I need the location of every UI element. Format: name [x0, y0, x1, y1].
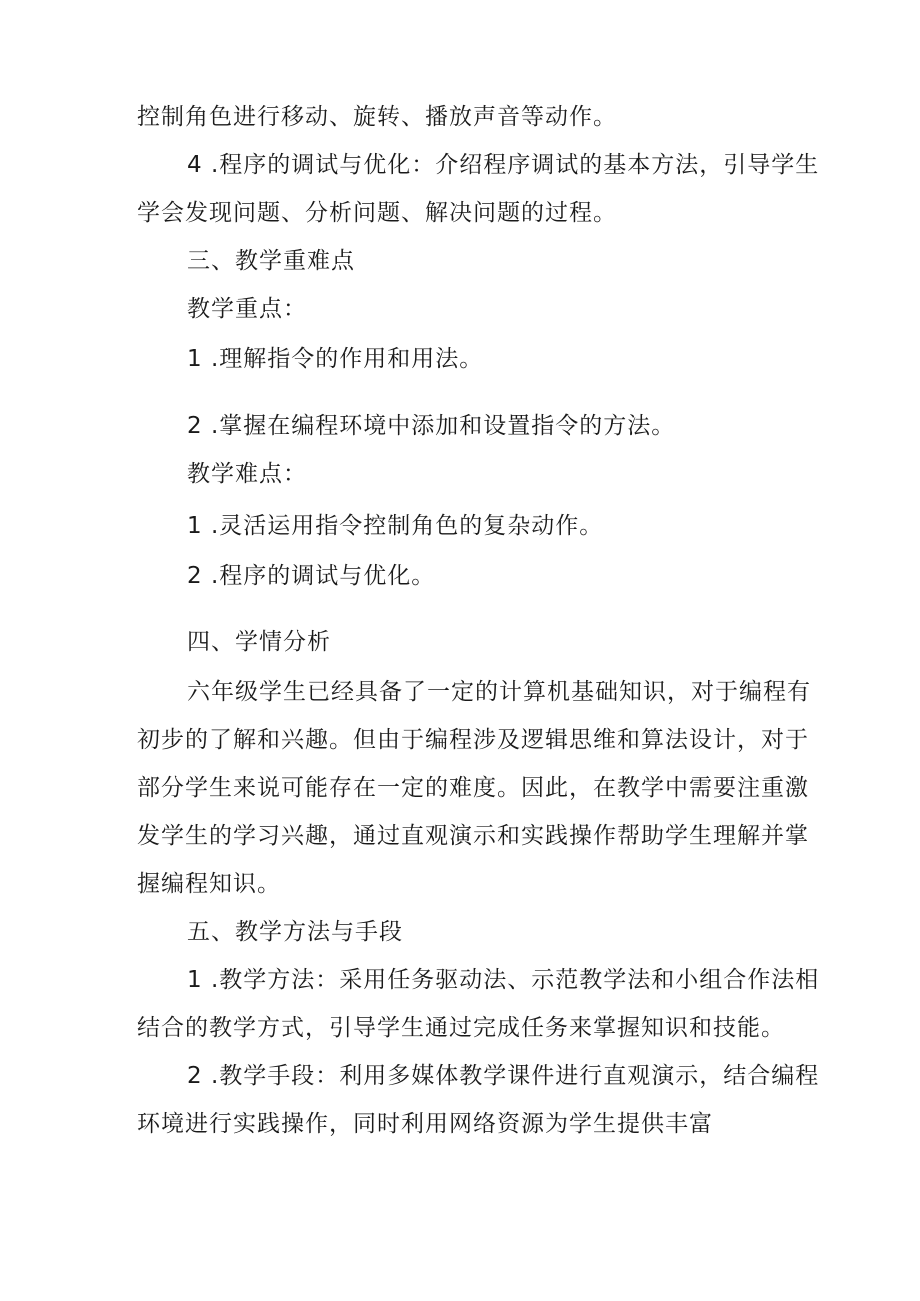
list-item-line: 2 .教学手段：利用多媒体教学课件进行直观演示，结合编程 — [187, 1063, 820, 1089]
subheading: 教学难点： — [187, 461, 307, 487]
paragraph-line: 发学生的学习兴趣，通过直观演示和实践操作帮助学生理解并掌 — [137, 823, 809, 849]
paragraph-line: 控制角色进行移动、旋转、播放声音等动作。 — [137, 104, 617, 130]
paragraph-line: 初步的了解和兴趣。但由于编程涉及逻辑思维和算法设计，对于 — [137, 727, 809, 753]
paragraph-line: 部分学生来说可能存在一定的难度。因此，在教学中需要注重激 — [137, 775, 809, 801]
list-item-line: 1 .理解指令的作用和用法。 — [187, 346, 484, 372]
subheading: 教学重点： — [187, 296, 307, 322]
section-heading: 三、教学重难点 — [187, 248, 355, 274]
list-item-line: 4 .程序的调试与优化：介绍程序调试的基本方法，引导学生 — [187, 152, 820, 178]
list-item-line: 2 .程序的调试与优化。 — [187, 563, 436, 589]
section-heading: 四、学情分析 — [187, 629, 331, 655]
paragraph-line: 结合的教学方式，引导学生通过完成任务来掌握知识和技能。 — [137, 1015, 785, 1041]
list-item-line: 1 .灵活运用指令控制角色的复杂动作。 — [187, 513, 604, 539]
paragraph-line: 六年级学生已经具备了一定的计算机基础知识，对于编程有 — [187, 679, 811, 705]
list-item-line: 2 .掌握在编程环境中添加和设置指令的方法。 — [187, 413, 676, 439]
paragraph-line: 环境进行实践操作，同时利用网络资源为学生提供丰富 — [137, 1111, 713, 1137]
paragraph-line: 学会发现问题、分析问题、解决问题的过程。 — [137, 200, 617, 226]
paragraph-line: 握编程知识。 — [137, 871, 281, 897]
list-item-line: 1 .教学方法：采用任务驱动法、示范教学法和小组合作法相 — [187, 967, 820, 993]
section-heading: 五、教学方法与手段 — [187, 919, 403, 945]
